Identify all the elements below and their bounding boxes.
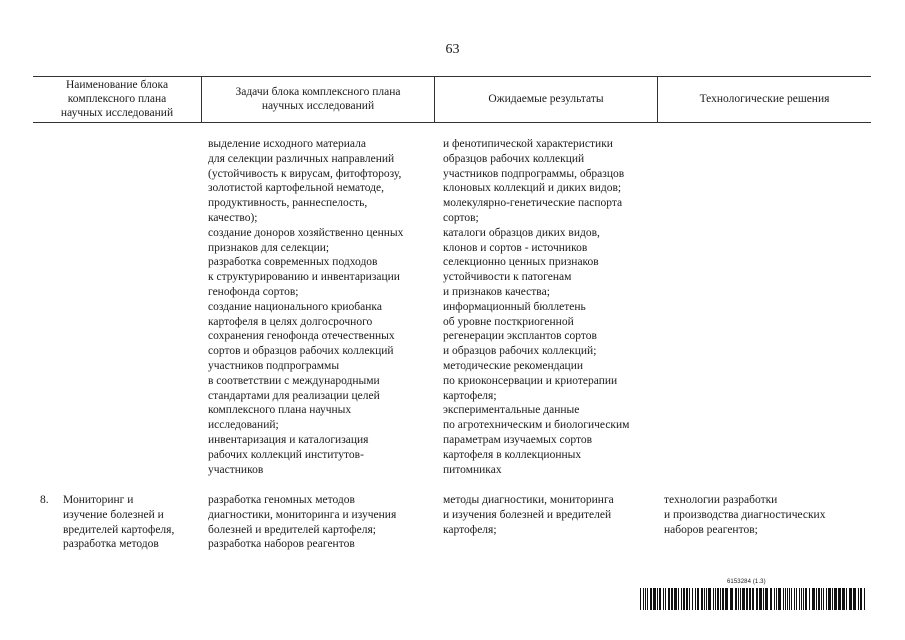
- continued-results-cell: и фенотипической характеристики образцов рабочих коллекций участников подпрограммы, образцов клоновых коллекций и диких видов; молекулярно-генетические паспорта сортов; каталоги образцов диких видов, клонов и сортов - источников селекционно ценных признаков устойчивости к патогенам и признаков качества; информационный бюллетень об уровне посткриогенной регенерации эксплантов сортов и образцов рабочих коллекций; методические рекомендации по криоконсервации и криотерапии картофеля; экспериментальные данные по агротехническим и биологическим параметрам изучаемых сортов картофеля в коллекционных питомниках: [443, 138, 630, 476]
- row-block-name: Мониторинг и изучение болезней и вредителей картофеля, разработка методов: [63, 494, 175, 551]
- continued-tasks-cell: выделение исходного материала для селекции различных направлений (устойчивость к вирусам, фитофторозу, золотистой картофельной нематоде, продуктивность, раннеспелость, качество); создание доноров хозяйственно ценных признаков для селекции; разработка современных подходов к структурированию и инвентаризации генофонда сортов; создание национального криобанка картофеля в целях долгосрочного сохранения генофонда отечественных сортов и образцов рабочих коллекций участников подпрограммы в соответствии с международными стандартами для реализации целей комплексного плана научных исследований; инвентаризация и каталогизация рабочих коллекций институтов- участников: [208, 138, 404, 476]
- header-results: Ожидаемые результаты: [488, 93, 604, 105]
- row-results: методы диагностики, мониторинга и изучения болезней и вредителей картофеля;: [443, 494, 614, 536]
- table-header-rule: [33, 122, 871, 123]
- row-number: 8.: [40, 494, 49, 506]
- row-tasks: разработка геномных методов диагностики, мониторинга и изучения болезней и вредителей картофеля; разработка наборов реагентов: [208, 494, 397, 551]
- row-solutions: технологии разработки и производства диагностических наборов реагентов;: [664, 494, 826, 536]
- header-block-name: Наименование блока комплексного плана научных исследований: [60, 79, 174, 119]
- page-number: 63: [445, 42, 460, 57]
- barcode-image: [640, 588, 865, 610]
- header-tasks: Задачи блока комплексного плана научных исследований: [235, 86, 401, 112]
- barcode-number: 6153284 (1.3): [727, 579, 766, 585]
- header-solutions: Технологические решения: [699, 93, 830, 105]
